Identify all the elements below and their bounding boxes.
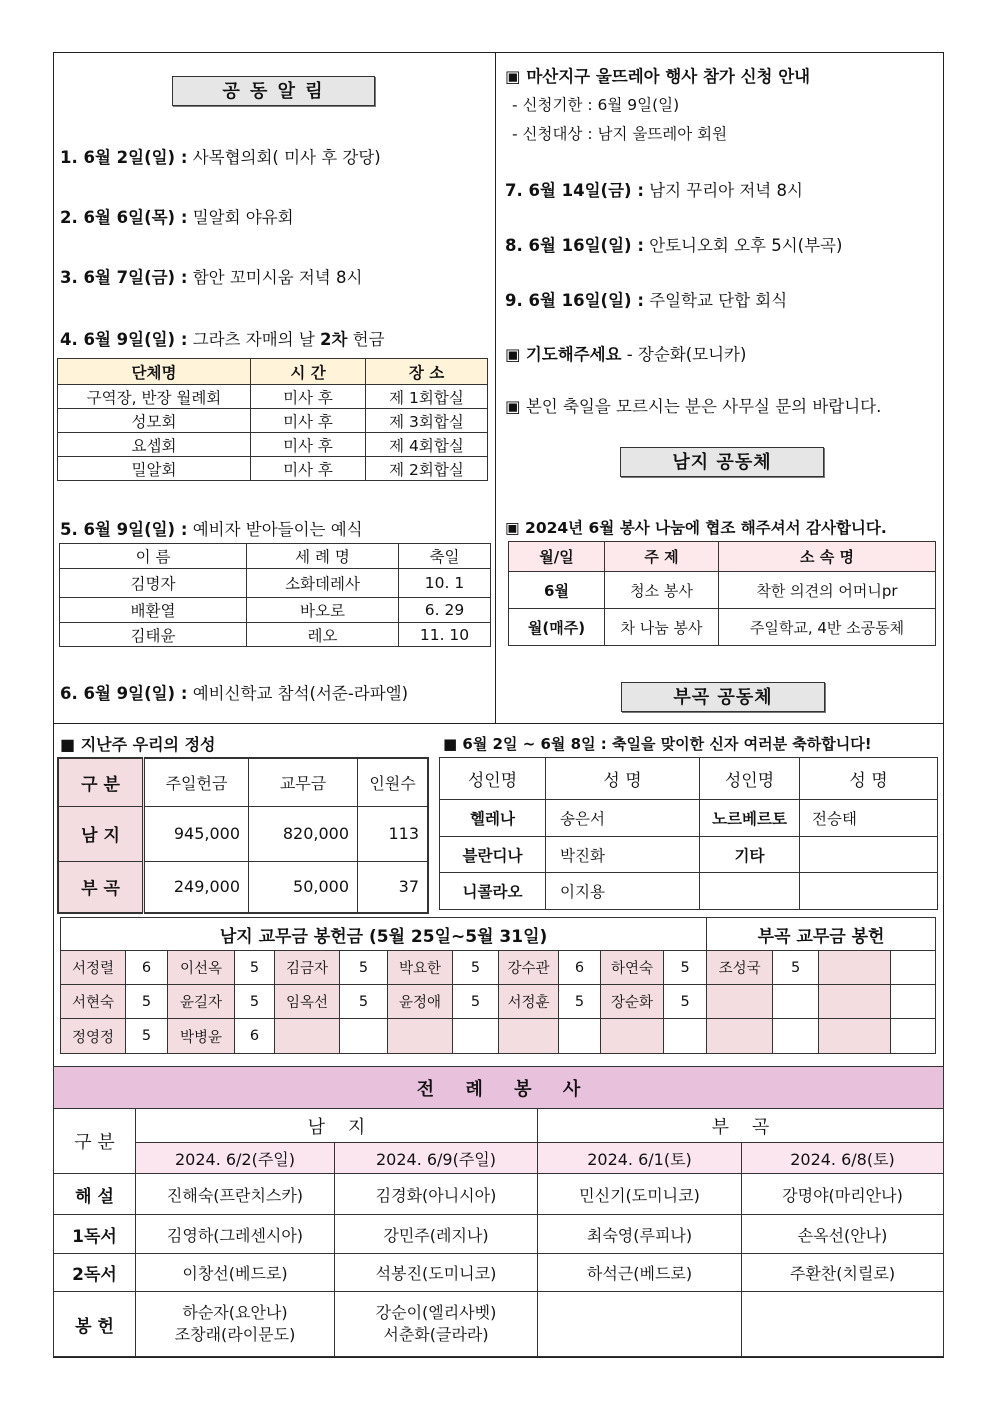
table-cell — [819, 951, 891, 985]
table-cell: 하순자(요안나) 조창래(라이문도) — [136, 1292, 335, 1357]
table-cell: 밀알회 — [58, 457, 251, 481]
table-cell: 손옥선(안나) — [742, 1215, 944, 1254]
notice-item-6: 6. 6월 9일(일) : 예비신학교 참석(서준-라파엘) — [60, 684, 409, 703]
table-cell — [891, 1019, 936, 1054]
table-cell: 박요한 — [388, 951, 453, 985]
table-cell: 11. 10 — [399, 623, 491, 647]
table-cell: 성인명 — [440, 758, 546, 800]
table-cell: 50,000 — [249, 861, 358, 913]
table-cell: 구 분 — [54, 1109, 136, 1174]
table-cell: 5 — [773, 951, 819, 985]
checkbox-square-icon: ▣ — [505, 345, 526, 364]
table-cell: 청소 봉사 — [605, 572, 719, 609]
table-cell: 2024. 6/9(주일) — [335, 1143, 538, 1174]
table-cell: 성모회 — [58, 409, 251, 433]
service-table — [508, 541, 936, 646]
table-cell: 남 지 — [136, 1109, 538, 1143]
table-cell: 주일헌금 — [144, 758, 249, 806]
table-cell: 5 — [664, 951, 707, 985]
table-cell: 2024. 6/8(토) — [742, 1143, 944, 1174]
table-row — [61, 985, 936, 1019]
table-cell: 미사 후 — [251, 409, 366, 433]
table-cell: 5 — [235, 985, 275, 1019]
table-cell: 차 나눔 봉사 — [605, 609, 719, 646]
common-notice-title: 공 동 알 림 — [172, 76, 375, 106]
table-cell — [800, 837, 938, 873]
table-cell: 부 곡 — [538, 1109, 944, 1143]
feast-title: ■ 6월 2일 ~ 6월 8일 : 축일을 맞이한 신자 여러분 축하합니다! — [443, 735, 872, 753]
table-cell — [773, 985, 819, 1019]
table-cell: 윤길자 — [168, 985, 235, 1019]
table-cell: 성 명 — [546, 758, 700, 800]
table-cell: 성 명 — [800, 758, 938, 800]
table-cell: 이지용 — [546, 873, 700, 910]
table-row — [54, 1292, 944, 1357]
notice-item-1: 1. 6월 2일(일) : 사목협의회( 미사 후 강당) — [60, 148, 381, 167]
table-cell: 미사 후 — [251, 385, 366, 409]
table-cell: 임옥선 — [275, 985, 340, 1019]
table-cell: 미사 후 — [251, 433, 366, 457]
table-cell: 5 — [340, 985, 388, 1019]
table-cell — [499, 1019, 559, 1054]
groups-header: 단체명 — [58, 359, 251, 385]
table-row — [61, 1019, 936, 1054]
table-row — [60, 569, 491, 598]
table-cell — [601, 1019, 664, 1054]
notice-item-9: 9. 6월 16일(일) : 주일학교 단합 회식 — [505, 291, 788, 310]
table-row — [58, 433, 488, 457]
table-cell: 석봉진(도미니코) — [335, 1254, 538, 1292]
table-cell: 37 — [358, 861, 429, 913]
notice-item-7: 7. 6월 14일(금) : 남지 꾸리아 저녁 8시 — [505, 181, 803, 200]
groups-table — [57, 358, 488, 481]
table-row — [509, 609, 936, 646]
namji-community-title: 남지 공동체 — [620, 447, 824, 477]
table-cell: 5 — [559, 985, 601, 1019]
section-divider — [53, 723, 944, 724]
notice-item-4: 4. 6월 9일(일) : 그라츠 자매의 날 2차 헌금 — [60, 330, 385, 349]
table-cell: 축일 — [399, 544, 491, 569]
table-cell: 교무금 — [249, 758, 358, 806]
table-cell: 제 1회합실 — [366, 385, 488, 409]
table-cell: 주환찬(치릴로) — [742, 1254, 944, 1292]
table-cell: 성인명 — [700, 758, 800, 800]
table-row — [440, 873, 938, 910]
feast-table — [439, 757, 938, 910]
table-cell — [559, 1019, 601, 1054]
table-cell — [388, 1019, 453, 1054]
table-cell: 1독서 — [54, 1215, 136, 1254]
table-cell: 주 제 — [605, 542, 719, 572]
dues-bugok-title: 부곡 교무금 봉헌 — [707, 918, 936, 951]
table-row — [60, 598, 491, 623]
table-cell: 윤정애 — [388, 985, 453, 1019]
table-cell: 6 — [235, 1019, 275, 1054]
table-cell: 김영하(그레센시아) — [136, 1215, 335, 1254]
table-cell: 강명야(마리안나) — [742, 1174, 944, 1215]
table-row — [58, 861, 428, 913]
table-cell — [707, 985, 773, 1019]
table-cell: 이창선(베드로) — [136, 1254, 335, 1292]
table-cell: 진해숙(프란치스카) — [136, 1174, 335, 1215]
table-cell: 봉 헌 — [54, 1292, 136, 1357]
table-cell: 김경화(아니시아) — [335, 1174, 538, 1215]
liturgy-title: 전 례 봉 사 — [54, 1067, 944, 1109]
table-cell: 인원수 — [358, 758, 429, 806]
service-thanks: ▣ 2024년 6월 봉사 나눔에 협조 해주셔서 감사합니다. — [505, 519, 887, 537]
table-cell: 박진화 — [546, 837, 700, 873]
table-cell: 이 름 — [60, 544, 247, 569]
table-cell: 최숙영(루피나) — [538, 1215, 742, 1254]
table-cell: 정영정 — [61, 1019, 126, 1054]
table-cell: 송은서 — [546, 800, 700, 837]
table-cell: 945,000 — [144, 806, 249, 861]
table-row — [58, 409, 488, 433]
notice-item-3: 3. 6월 7일(금) : 함안 꼬미시움 저녁 8시 — [60, 268, 363, 287]
table-cell: 2024. 6/2(주일) — [136, 1143, 335, 1174]
table-cell: 2024. 6/1(토) — [538, 1143, 742, 1174]
table-cell: 소화데레사 — [247, 569, 399, 598]
table-cell — [891, 985, 936, 1019]
table-cell: 월(매주) — [509, 609, 605, 646]
table-cell: 113 — [358, 806, 429, 861]
table-row — [54, 1254, 944, 1292]
table-cell: 6. 29 — [399, 598, 491, 623]
table-row — [440, 837, 938, 873]
table-cell: 주일학교, 4반 소공동체 — [719, 609, 936, 646]
table-cell: 서정렬 — [61, 951, 126, 985]
table-cell: 조성국 — [707, 951, 773, 985]
dues-namji-title: 남지 교무금 봉헌금 (5월 25일~5월 31일) — [61, 918, 707, 951]
offering-title: ■ 지난주 우리의 정성 — [60, 735, 216, 754]
table-row — [440, 800, 938, 837]
table-cell: 하석근(베드로) — [538, 1254, 742, 1292]
table-cell: 5 — [235, 951, 275, 985]
notice-item-8: 8. 6월 16일(일) : 안토니오회 오후 5시(부곡) — [505, 236, 843, 255]
table-cell: 블란디나 — [440, 837, 546, 873]
table-cell — [800, 873, 938, 910]
table-cell: 해 설 — [54, 1174, 136, 1215]
table-cell — [275, 1019, 340, 1054]
table-cell: 5 — [664, 985, 707, 1019]
table-cell: 김금자 — [275, 951, 340, 985]
column-divider — [495, 52, 496, 724]
table-cell: 2독서 — [54, 1254, 136, 1292]
table-cell — [707, 1019, 773, 1054]
table-cell: 강민주(레지나) — [335, 1215, 538, 1254]
ulteureya-line-1: - 신청기한 : 6월 9일(일) — [512, 96, 680, 114]
table-cell: 제 2회합실 — [366, 457, 488, 481]
table-row — [509, 572, 936, 609]
table-cell — [773, 1019, 819, 1054]
table-cell: 서정훈 — [499, 985, 559, 1019]
table-cell: 배환열 — [60, 598, 247, 623]
table-cell: 헬레나 — [440, 800, 546, 837]
table-cell: 레오 — [247, 623, 399, 647]
table-cell: 박병윤 — [168, 1019, 235, 1054]
table-cell: 강수관 — [499, 951, 559, 985]
table-cell: 기타 — [700, 837, 800, 873]
table-row — [54, 1215, 944, 1254]
table-cell: 820,000 — [249, 806, 358, 861]
groups-header: 장 소 — [366, 359, 488, 385]
table-cell: 5 — [126, 1019, 168, 1054]
liturgy-table — [53, 1066, 944, 1357]
table-cell: 5 — [453, 985, 499, 1019]
table-cell: 소 속 명 — [719, 542, 936, 572]
bugok-community-title: 부곡 공동체 — [621, 682, 825, 712]
table-row — [58, 385, 488, 409]
ulteureya-line-2: - 신청대상 : 남지 울뜨레아 회원 — [512, 125, 728, 143]
table-cell: 요셉회 — [58, 433, 251, 457]
table-cell: 부 곡 — [58, 861, 144, 913]
table-cell: 남 지 — [58, 806, 144, 861]
table-cell — [453, 1019, 499, 1054]
ulteureya-title: ▣ 마산지구 울뜨레아 행사 참가 신청 안내 — [505, 67, 811, 86]
table-cell: 5 — [340, 951, 388, 985]
checkbox-square-icon: ▣ — [505, 397, 526, 416]
table-cell: 김태윤 — [60, 623, 247, 647]
table-cell: 강순이(엘리사벳) 서춘화(글라라) — [335, 1292, 538, 1357]
table-cell — [742, 1292, 944, 1357]
table-cell: 5 — [126, 985, 168, 1019]
feast-inquiry-notice: ▣ 본인 축일을 모르시는 분은 사무실 문의 바랍니다. — [505, 397, 882, 416]
table-cell: 서현숙 — [61, 985, 126, 1019]
table-cell: 구 분 — [58, 758, 144, 806]
table-cell: 전승태 — [800, 800, 938, 837]
table-cell: 제 4회합실 — [366, 433, 488, 457]
table-row — [58, 806, 428, 861]
table-cell: 6월 — [509, 572, 605, 609]
table-row — [58, 457, 488, 481]
table-cell: 하연숙 — [601, 951, 664, 985]
table-cell: 세 례 명 — [247, 544, 399, 569]
table-row — [60, 623, 491, 647]
prayer-request: ▣ 기도해주세요 - 장순화(모니카) — [505, 345, 747, 364]
offering-table — [57, 757, 429, 914]
table-cell: 미사 후 — [251, 457, 366, 481]
table-cell: 10. 1 — [399, 569, 491, 598]
table-cell: 5 — [453, 951, 499, 985]
table-cell: 구역장, 반장 월례회 — [58, 385, 251, 409]
notice-item-2: 2. 6월 6일(목) : 밀알회 야유회 — [60, 208, 294, 227]
table-cell: 김명자 — [60, 569, 247, 598]
notice-item-5: 5. 6월 9일(일) : 예비자 받아들이는 예식 — [60, 520, 363, 539]
dues-table — [60, 917, 936, 1054]
table-cell: 착한 의견의 어머니pr — [719, 572, 936, 609]
table-cell: 니콜라오 — [440, 873, 546, 910]
table-cell: 이선옥 — [168, 951, 235, 985]
table-cell: 249,000 — [144, 861, 249, 913]
table-cell — [819, 985, 891, 1019]
table-row — [54, 1174, 944, 1215]
table-cell: 민신기(도미니코) — [538, 1174, 742, 1215]
table-cell: 6 — [559, 951, 601, 985]
table-cell: 제 3회합실 — [366, 409, 488, 433]
table-cell — [538, 1292, 742, 1357]
table-row — [61, 951, 936, 985]
table-cell: 노르베르토 — [700, 800, 800, 837]
table-cell — [891, 951, 936, 985]
catechumen-table — [59, 543, 491, 647]
table-cell — [819, 1019, 891, 1054]
table-cell: 바오로 — [247, 598, 399, 623]
table-cell — [700, 873, 800, 910]
table-cell — [664, 1019, 707, 1054]
table-cell: 월/일 — [509, 542, 605, 572]
table-cell — [340, 1019, 388, 1054]
table-cell: 장순화 — [601, 985, 664, 1019]
groups-header: 시 간 — [251, 359, 366, 385]
table-cell: 6 — [126, 951, 168, 985]
